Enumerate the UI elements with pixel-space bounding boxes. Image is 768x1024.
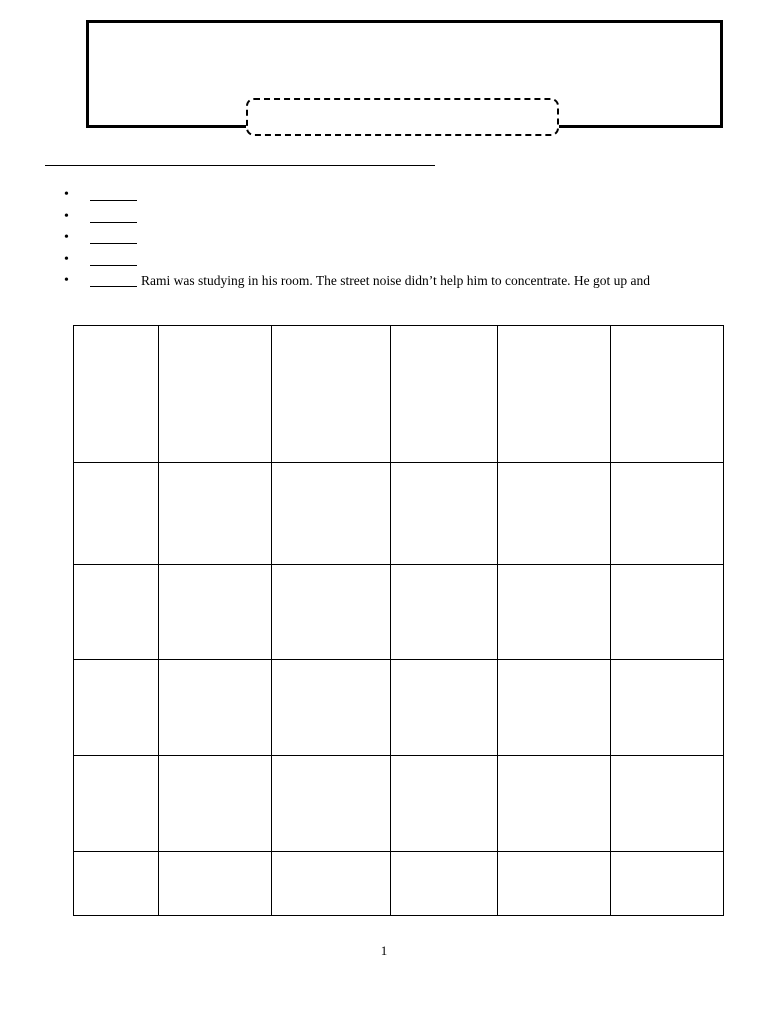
table-cell[interactable]	[498, 463, 611, 565]
table-cell[interactable]	[391, 852, 498, 916]
table-cell[interactable]	[74, 660, 159, 756]
bullet-icon: •	[64, 230, 69, 245]
table-cell[interactable]	[159, 565, 272, 660]
table-cell[interactable]	[74, 756, 159, 852]
table-cell[interactable]	[391, 463, 498, 565]
table-cell[interactable]	[74, 326, 159, 463]
table-cell[interactable]	[272, 326, 391, 463]
blank-field[interactable]	[90, 227, 137, 244]
table-cell[interactable]	[74, 565, 159, 660]
blank-field[interactable]	[90, 270, 137, 287]
table-cell[interactable]	[159, 660, 272, 756]
table-cell[interactable]	[272, 660, 391, 756]
table-cell[interactable]	[498, 660, 611, 756]
table-cell[interactable]	[611, 660, 724, 756]
table-cell[interactable]	[272, 565, 391, 660]
table-cell[interactable]	[74, 852, 159, 916]
table-cell[interactable]	[498, 756, 611, 852]
table-cell[interactable]	[611, 463, 724, 565]
table-cell[interactable]	[159, 326, 272, 463]
table-cell[interactable]	[498, 326, 611, 463]
table-cell[interactable]	[74, 463, 159, 565]
bullet-icon: •	[64, 273, 69, 288]
bullet-icon: •	[64, 187, 69, 202]
table-cell[interactable]	[611, 852, 724, 916]
table-cell[interactable]	[159, 463, 272, 565]
table-cell[interactable]	[391, 660, 498, 756]
table-cell[interactable]	[159, 756, 272, 852]
table-cell[interactable]	[391, 756, 498, 852]
table-cell[interactable]	[272, 756, 391, 852]
name-rule-line	[45, 165, 435, 166]
table-cell[interactable]	[159, 852, 272, 916]
table-row	[74, 852, 724, 916]
table-cell[interactable]	[498, 565, 611, 660]
table-row	[74, 326, 724, 463]
bullet-icon: •	[64, 251, 69, 267]
table-cell[interactable]	[272, 463, 391, 565]
table-cell[interactable]	[391, 326, 498, 463]
page-number: 1	[380, 943, 388, 958]
header-title-tab	[246, 98, 559, 136]
blank-field[interactable]	[90, 184, 137, 201]
table-cell[interactable]	[611, 756, 724, 852]
table-row	[74, 660, 724, 756]
table-row	[74, 756, 724, 852]
table-row	[74, 565, 724, 660]
table-row	[74, 463, 724, 565]
list-item-text: Rami was studying in his room. The street noise didn’t help him to concentrate. He got up and	[141, 273, 651, 288]
table-cell[interactable]	[498, 852, 611, 916]
table-cell[interactable]	[391, 565, 498, 660]
blank-field[interactable]	[90, 249, 137, 266]
table-cell[interactable]	[272, 852, 391, 916]
blank-field[interactable]	[90, 206, 137, 223]
worksheet-table	[73, 325, 724, 916]
bullet-icon: •	[64, 208, 69, 224]
table-cell[interactable]	[611, 565, 724, 660]
table-cell[interactable]	[611, 326, 724, 463]
